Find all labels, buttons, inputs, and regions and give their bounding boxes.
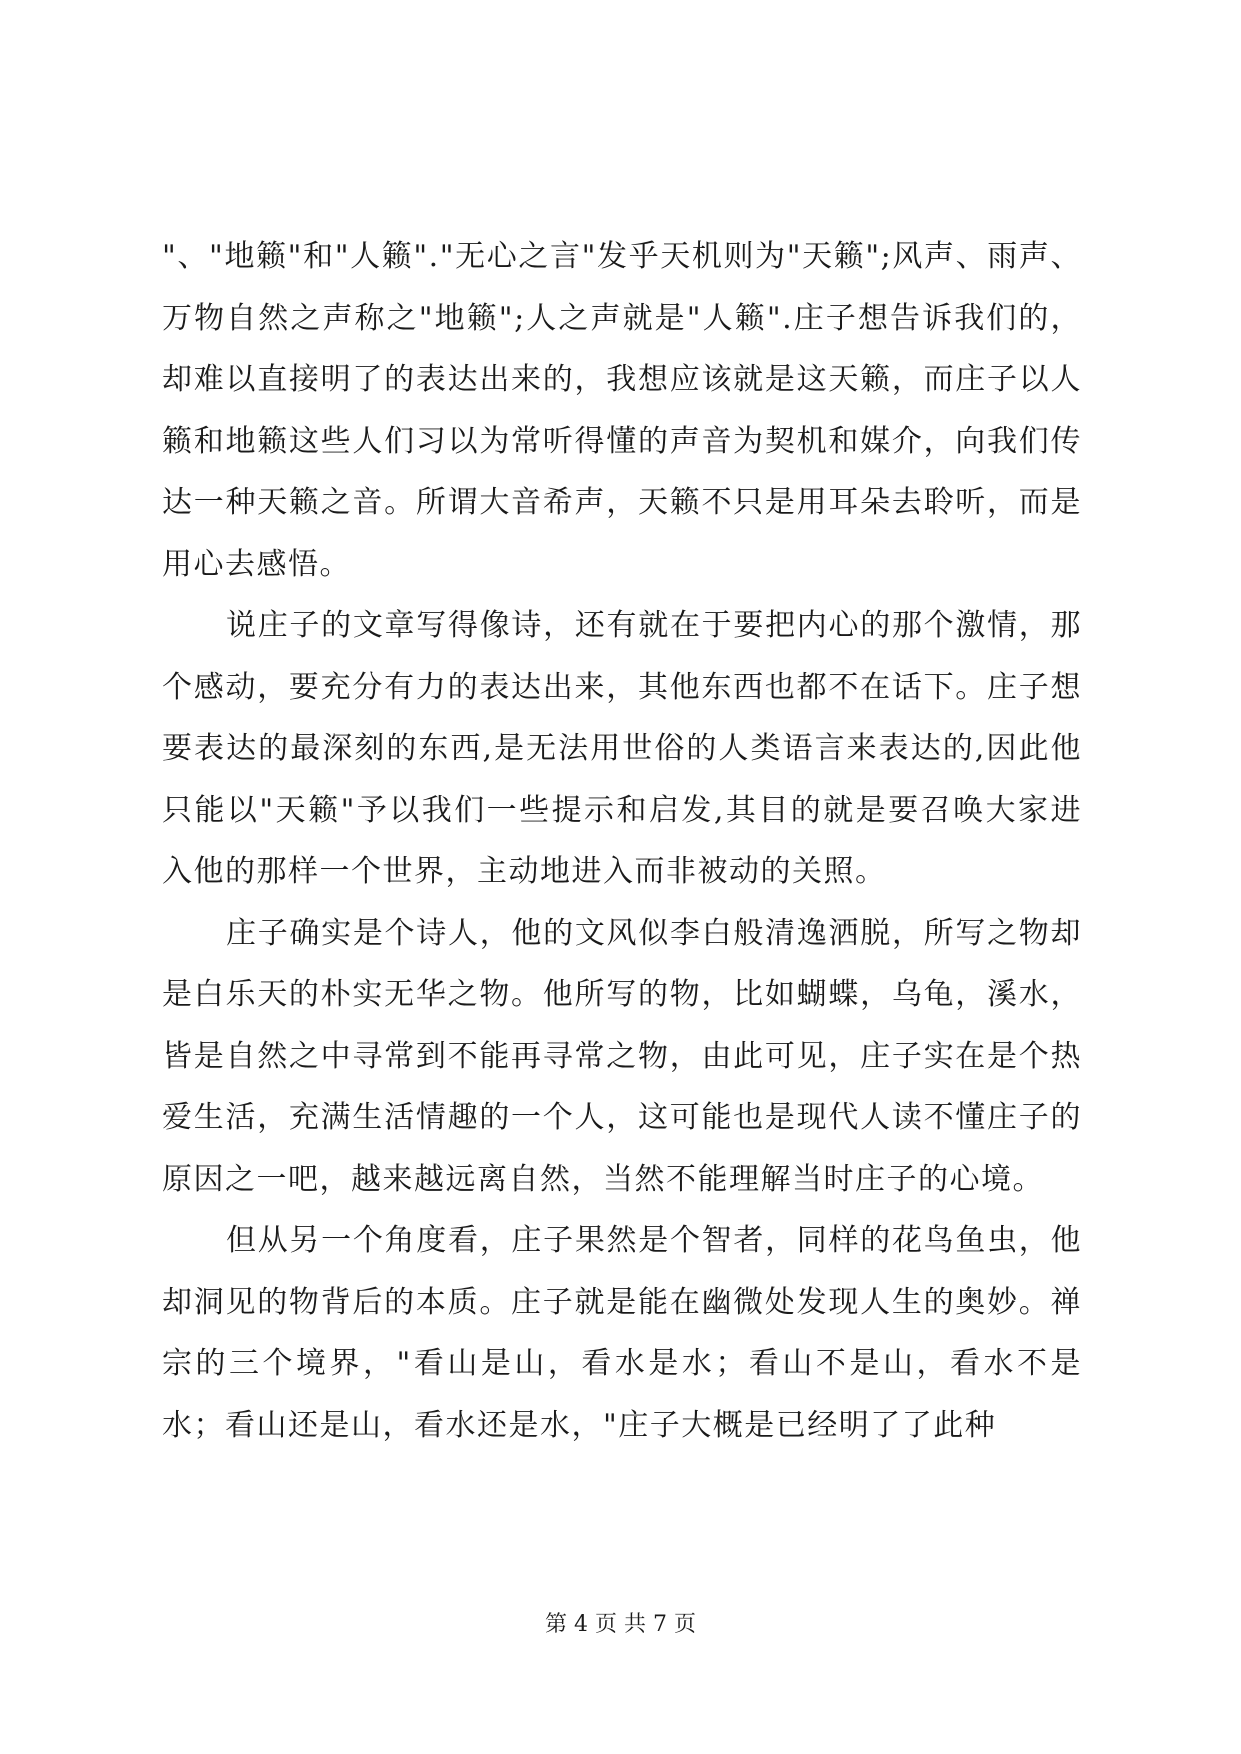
paragraph: 庄子确实是个诗人，他的文风似李白般清逸洒脱，所写之物却是白乐天的朴实无华之物。他所写的物，比如蝴蝶，乌龟，溪水，皆是自然之中寻常到不能再寻常之物，由此可见，庄子实在是个热爱生活，充满生活情趣的一个人，这可能也是现代人读不懂庄子的原因之一吧，越来越远离自然，当然不能理解当时庄子的心境。: [162, 915, 1082, 1197]
paragraph: 但从另一个角度看，庄子果然是个智者，同样的花鸟鱼虫，他却洞见的物背后的本质。庄子就是能在幽微处发现人生的奥妙。禅宗的三个境界，"看山是山，看水是水；看山不是山，看水不是水；看山还是山，看水还是水，"庄子大概是已经明了了此种: [162, 1223, 1082, 1443]
paragraph: 说庄子的文章写得像诗，还有就在于要把内心的那个激情，那个感动，要充分有力的表达出来，其他东西也都不在话下。庄子想要表达的最深刻的东西,是无法用世俗的人类语言来表达的,因此他只能以"天籁"予以我们一些提示和启发,其目的就是要召唤大家进入他的那样一个世界，主动地进入而非被动的关照。: [162, 608, 1082, 889]
page-number-footer: 第 4 页 共 7 页: [545, 1612, 696, 1637]
body-text: [162, 226, 1082, 1456]
paragraph-continued: "、"地籁"和"人籁"."无心之言"发乎天机则为"天籁";风声、雨声、万物自然之声称之"地籁";人之声就是"人籁".庄子想告诉我们的，却难以直接明了的表达出来的，我想应该就是这天籁，而庄子以人籁和地籁这些人们习以为常听得懂的声音为契机和媒介，向我们传达一种天籁之音。所谓大音希声，天籁不只是用耳朵去聆听，而是用心去感悟。: [162, 239, 1082, 582]
